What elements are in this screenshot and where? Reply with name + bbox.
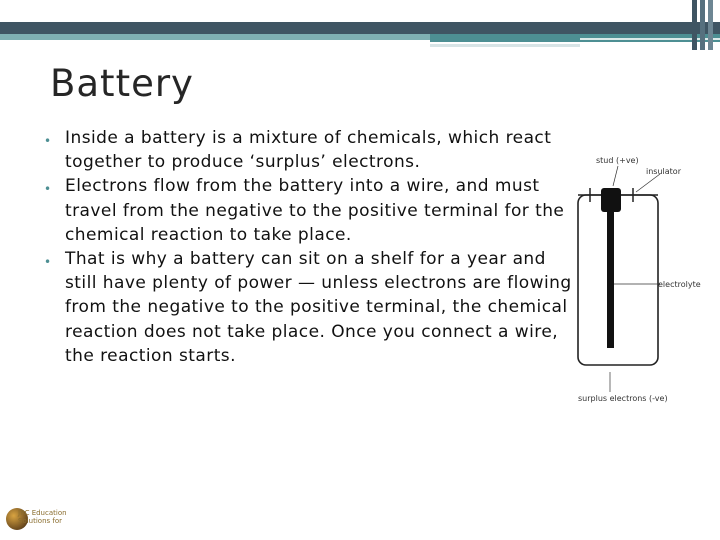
corner-stripe [700,0,705,50]
logo-line-2: Solutions for [18,517,63,525]
header-thin-stripe [430,44,580,47]
logo-line-1: JRC Education [18,509,67,517]
stud-leader-line [613,166,618,186]
bullet-item [20,126,580,174]
slide-title: Battery [50,62,194,105]
corner-stripe [708,0,713,50]
battery-casing [578,195,658,365]
bullet-text: Inside a battery is a mixture of chemicals, which react together to produce ‘surplus’ electrons. [65,128,552,173]
battery-diagram [568,150,701,410]
corner-stripe [692,0,697,50]
bullet-icon: • [44,182,52,197]
bullet-text: Electrons flow from the battery into a wire, and must travel from the negative to the positive terminal for the chemical reaction to take place. [65,176,565,245]
header-band [0,0,720,50]
surplus-electrons-label: surplus electrons (-ve) [578,394,668,403]
insulator-label: insulator [646,167,681,176]
electrolyte-label: electrolyte [658,280,701,289]
insulator-leader-line [636,174,660,192]
bullet-icon: • [44,134,52,148]
bullet-item [20,174,580,247]
header-light-teal-stripe [0,34,430,40]
logo-text [18,509,67,525]
company-logo [4,506,68,534]
header-dark-stripe [0,22,720,34]
bullet-text: That is why a battery can sit on a shelf for a year and still have plenty of power — unless electrons are flowing from the negative to the positive terminal, the chemical reaction does not take place. Once you connect a wire, the reaction starts. [65,249,572,366]
bullet-item [20,247,580,368]
bullet-icon: • [44,255,52,270]
bullet-list [20,126,580,368]
stud-label: stud (+ve) [596,156,639,165]
battery-rod [607,208,614,348]
header-corner-stripes [692,0,720,50]
